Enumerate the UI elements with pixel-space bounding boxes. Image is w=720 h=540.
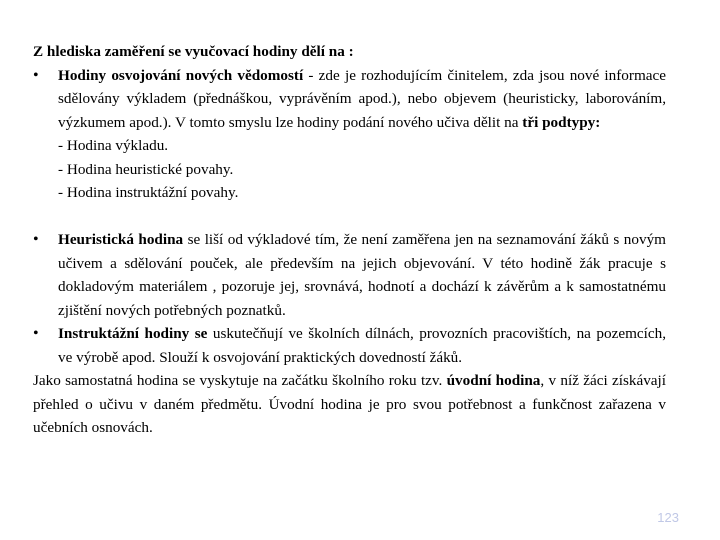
- closing-bold-term: úvodní hodina: [446, 372, 541, 389]
- heading: Z hlediska zaměření se vyučovací hodiny dělí na :: [33, 43, 354, 60]
- item-text: - zde je rozhodujícím činitelem, zda jsou nové informace sdělovány výkladem (přednáškou, vyprávěním apod.), nebo objevem (heuristicky, laborováním, výzkumem apod.). V tomto smyslu lze hodiny podání nového učiva dělit na: [58, 66, 666, 131]
- item-bold-term: Instruktážní hodiny se: [58, 325, 208, 342]
- bullet-icon: •: [33, 231, 39, 248]
- bullet-item-instructional: [33, 322, 666, 369]
- bullet-item-heuristic: [33, 228, 666, 322]
- item-text: se liší od výkladové tím, že není zaměřena jen na seznamování žáků s novým učivem a sdělování pouček, ale především na jejich objevování. V této hodině žák pracuje s dokladovým materiálem , pozoruje jej, srovnává, hodnotí a dochází k závěrům a k samostatnému zjištění nových potřebných poznatků.: [58, 231, 666, 319]
- subtype-item: - Hodina výkladu.: [58, 137, 169, 154]
- closing-text-2: , v níž žáci získávají přehled o učivu v daném předmětu. Úvodní hodina je pro svou potřebnost a funkčnost zařazena v učebních osnovách.: [33, 372, 666, 436]
- item-body: [58, 322, 666, 369]
- item-bold-term: Hodiny osvojování nových vědomostí: [58, 66, 304, 84]
- closing-text-1: Jako samostatná hodina se vyskytuje na začátku školního roku tzv.: [33, 372, 447, 389]
- bullet-icon: •: [33, 325, 39, 342]
- page-number: 123: [657, 510, 679, 525]
- spacer: [33, 205, 666, 229]
- bullet-icon: •: [33, 66, 39, 84]
- subtype-item: - Hodina instruktážní povahy.: [58, 184, 239, 201]
- item-bold-term-2: tři podtypy:: [522, 113, 601, 131]
- closing-paragraph: [33, 369, 666, 440]
- item-text: uskutečňují ve školních dílnách, provozních pracovištích, na pozemcích, ve výrobě apod. Slouží k osvojování praktických dovedností žáků.: [58, 325, 666, 366]
- item-bold-term: Heuristická hodina: [58, 231, 184, 248]
- item-body: [58, 228, 666, 322]
- item-body: [58, 64, 666, 205]
- slide-content: [33, 40, 666, 440]
- bullet-item-lesson-types: [33, 64, 666, 205]
- subtype-item: - Hodina heuristické povahy.: [58, 160, 234, 178]
